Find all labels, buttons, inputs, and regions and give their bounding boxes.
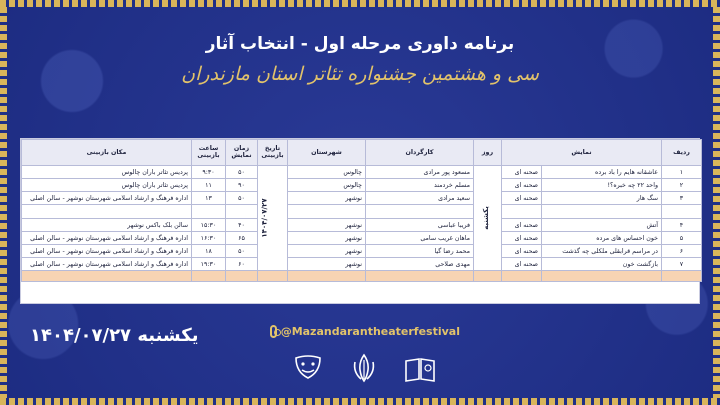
table-row	[22, 232, 702, 245]
cell-type: صحنه ای	[502, 192, 542, 205]
cell-radif: ۴	[662, 219, 702, 232]
table-row	[22, 192, 702, 205]
cell-type: صحنه ای	[502, 245, 542, 258]
cell-makan: پردیس تئاتر باران چالوس	[22, 179, 192, 192]
col-namayesh: نمایش	[502, 140, 662, 166]
col-radif: ردیف	[662, 140, 702, 166]
cell-kargardan: مسلم خردمند	[366, 179, 474, 192]
cell-type: صحنه ای	[502, 219, 542, 232]
page-title: برنامه داوری مرحله اول - انتخاب آثار	[205, 34, 515, 54]
cell-namayesh: در مراسم قرابقلی ملکلی چه گذشت	[542, 245, 662, 258]
instagram-handle[interactable]	[270, 321, 460, 341]
cell-makan: اداره فرهنگ و ارشاد اسلامی شهرستان نوشهر - سالن اصلی	[22, 245, 192, 258]
cell-kargardan: مسعود پور مرادی	[366, 166, 474, 179]
cell-makan: اداره فرهنگ و ارشاد اسلامی شهرستان نوشهر - سالن اصلی	[22, 232, 192, 245]
col-rooz: روز	[474, 140, 502, 166]
cell-type: صحنه ای	[502, 258, 542, 271]
cell-zaman: ۴۰	[226, 219, 258, 232]
col-zaman: زمان نمایش	[226, 140, 258, 166]
table-gap-row	[22, 205, 702, 219]
cell-kargardan: مهدی صلاحی	[366, 258, 474, 271]
cell-namayesh: آتش	[542, 219, 662, 232]
cell-radif: ۷	[662, 258, 702, 271]
table-footer-row	[22, 271, 702, 282]
cell-kargardan: فریبا عباسی	[366, 219, 474, 232]
cell-saat: ۱۳	[192, 192, 226, 205]
cell-saat: ۱۸	[192, 245, 226, 258]
cell-namayesh: خون احساس های مرده	[542, 232, 662, 245]
schedule-sheet	[20, 138, 700, 304]
cell-namayesh: سگ هار	[542, 192, 662, 205]
cell-saat: ۱۱	[192, 179, 226, 192]
col-makan: مکان بازبینی	[22, 140, 192, 166]
cell-shahrestan: نوشهر	[288, 232, 366, 245]
sponsor-logos	[288, 346, 440, 390]
cell-zaman: ۶۵	[226, 232, 258, 245]
instagram-text: @Mazandarantheaterfestival	[280, 324, 460, 338]
cell-radif: ۱	[662, 166, 702, 179]
cell-type: صحنه ای	[502, 166, 542, 179]
cell-radif: ۲	[662, 179, 702, 192]
cell-namayesh: واحد ۲۲ چه خبره؟!	[542, 179, 662, 192]
cell-kargardan: محمد رضا گیا	[366, 245, 474, 258]
table-row	[22, 166, 702, 179]
cell-saat: ۹:۳۰	[192, 166, 226, 179]
cell-shahrestan: نوشهر	[288, 192, 366, 205]
cell-kargardan: سعید مرادی	[366, 192, 474, 205]
col-kargardan: کارگردان	[366, 140, 474, 166]
table-row	[22, 245, 702, 258]
decorative-frame-bottom	[0, 398, 720, 405]
cell-saat: ۱۶:۳۰	[192, 232, 226, 245]
cell-saat: ۱۹:۳۰	[192, 258, 226, 271]
cell-shahrestan: چالوس	[288, 179, 366, 192]
cell-makan: سالن بلک باکس نوشهر	[22, 219, 192, 232]
cell-radif: ۵	[662, 232, 702, 245]
cell-zaman: ۹۰	[226, 179, 258, 192]
cell-zaman: ۵۰	[226, 192, 258, 205]
cell-zaman: ۵۰	[226, 245, 258, 258]
cell-kargardan: ماهان غریب سامی	[366, 232, 474, 245]
cell-namayesh: بازگشت خون	[542, 258, 662, 271]
cell-radif: ۶	[662, 245, 702, 258]
table-row	[22, 179, 702, 192]
date-value: ۱۴۰۴/۰۷/۲۷	[260, 198, 269, 238]
col-shahrestan: شهرستان	[288, 140, 366, 166]
cell-radif: ۳	[662, 192, 702, 205]
cell-zaman: ۵۰	[226, 166, 258, 179]
cell-type: صحنه ای	[502, 179, 542, 192]
table-row	[22, 258, 702, 271]
cell-shahrestan: چالوس	[288, 166, 366, 179]
instagram-icon	[270, 325, 277, 338]
cell-shahrestan: نوشهر	[288, 258, 366, 271]
cell-date	[258, 166, 288, 271]
cell-shahrestan: نوشهر	[288, 219, 366, 232]
col-tarikh: تاریخ بازبینی	[258, 140, 288, 166]
iran-emblem-icon	[344, 350, 384, 386]
cell-namayesh: عاشقانه هایم را باد برده	[542, 166, 662, 179]
cell-saat: ۱۵:۳۰	[192, 219, 226, 232]
festival-subtitle: سی و هشتمین جشنواره تئاتر استان مازندران	[181, 63, 539, 85]
schedule-table	[21, 139, 702, 282]
book-logo-icon	[400, 350, 440, 386]
cell-type: صحنه ای	[502, 232, 542, 245]
cell-shahrestan: نوشهر	[288, 245, 366, 258]
decorative-frame-top	[0, 0, 720, 7]
col-saat: ساعت بازبینی	[192, 140, 226, 166]
cell-makan: اداره فرهنگ و ارشاد اسلامی شهرستان نوشهر - سالن اصلی	[22, 258, 192, 271]
cell-day	[474, 166, 502, 271]
event-date: یکشنبه ۱۴۰۴/۰۷/۲۷	[30, 325, 199, 346]
cell-makan: پردیس تئاتر باران چالوس	[22, 166, 192, 179]
day-label: یکشنبه	[482, 206, 491, 230]
table-header-row	[22, 140, 702, 166]
cell-makan: اداره فرهنگ و ارشاد اسلامی شهرستان نوشهر - سالن اصلی	[22, 192, 192, 205]
table-row	[22, 219, 702, 232]
theater-masks-icon	[288, 350, 328, 386]
cell-zaman: ۶۰	[226, 258, 258, 271]
